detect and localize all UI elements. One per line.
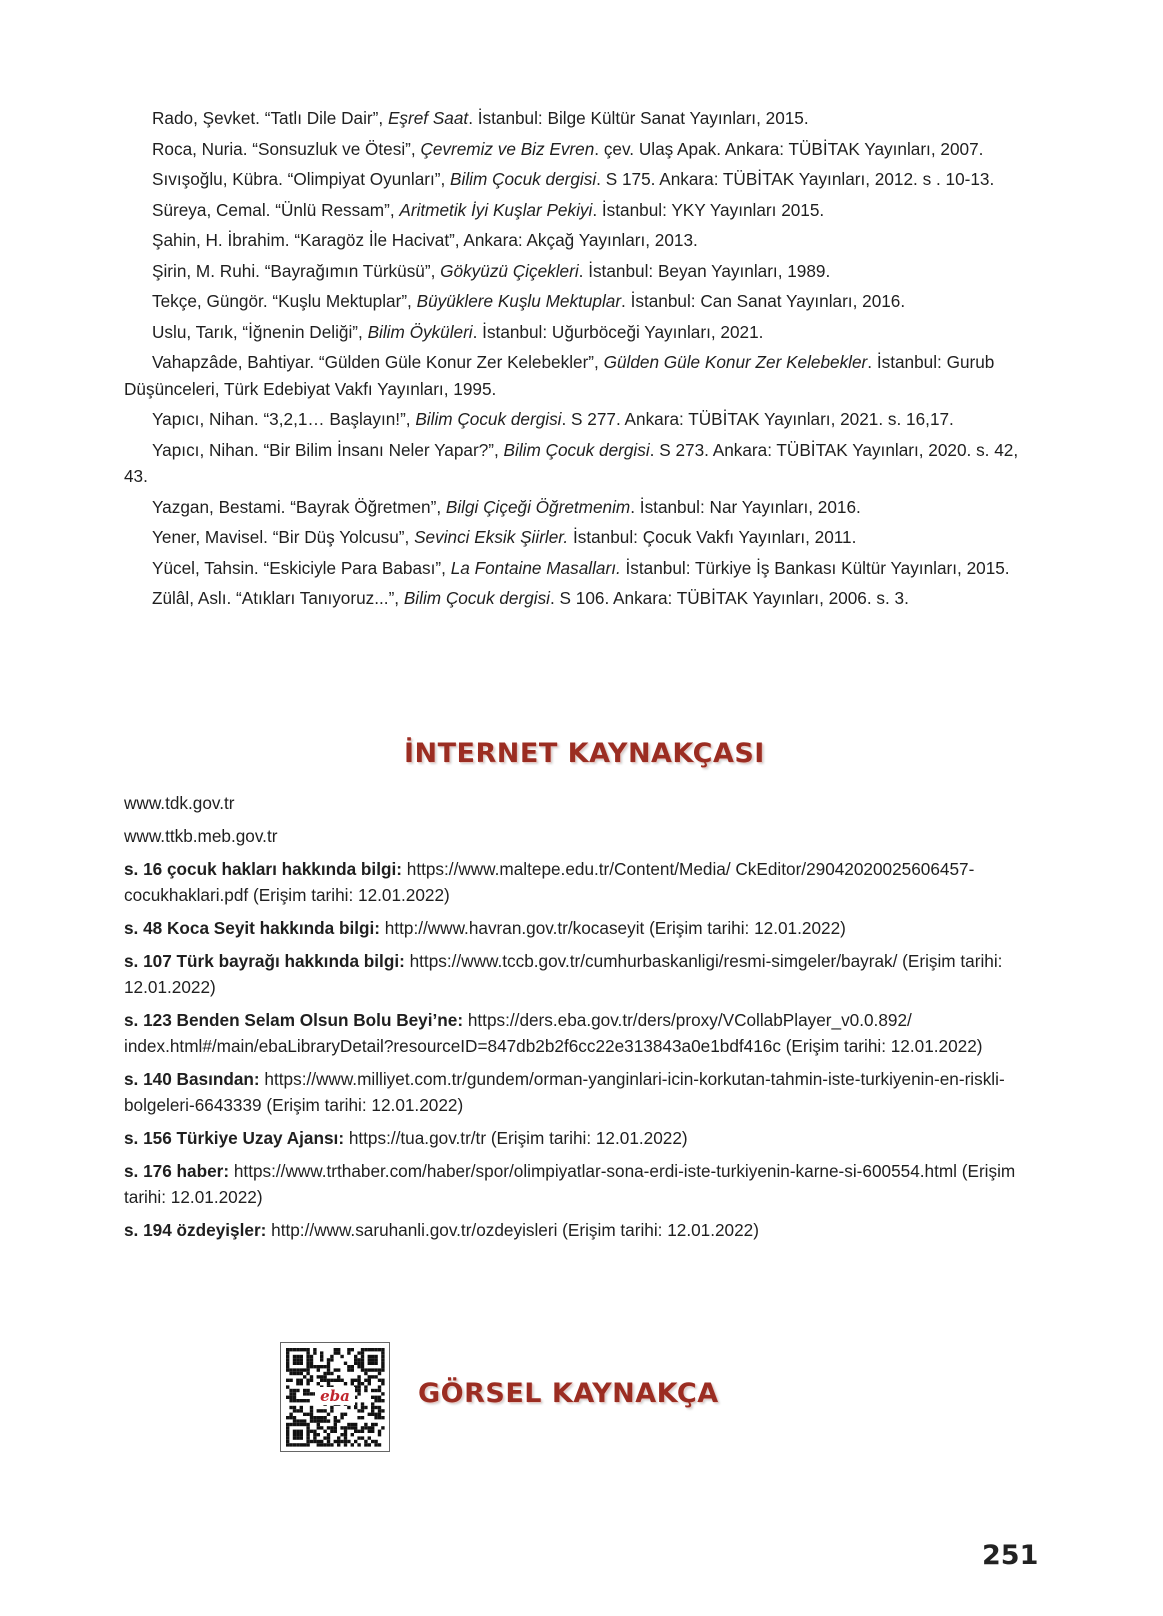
web-source-item: s. 176 haber: https://www.trthaber.com/haber/spor/olimpiyatlar-sona-erdi-iste-turkiyenin-karne-si-600554.html (Erişim tarihi: 12.01.2022) <box>124 1161 1016 1207</box>
eba-logo-text: eba <box>320 1387 350 1405</box>
web-source-item: s. 107 Türk bayrağı hakkında bilgi: https://www.tccb.gov.tr/cumhurbaskanligi/resmi-simgeler/bayrak/ (Erişim tarihi: 12.01.2022) <box>124 951 1003 997</box>
web-source-item: s. 48 Koca Seyit hakkında bilgi: http://www.havran.gov.tr/kocaseyit (Erişim tarihi: 12.01.2022) <box>124 918 846 938</box>
web-source-item: s. 140 Basından: https://www.milliyet.com.tr/gundem/orman-yanginlari-icin-korkutan-tahmin-iste-turkiyenin-en-riskli-bolgeleri-6643339 (Erişim tarihi: 12.01.2022) <box>124 1069 1005 1115</box>
web-source-link[interactable]: https://www.tccb.gov.tr/cumhurbaskanligi/resmi-simgeler/bayrak/ (Erişim tarihi: 12.01.2022) <box>124 951 1003 997</box>
visual-sources-heading: GÖRSEL KAYNAKÇA <box>418 1378 719 1409</box>
web-source-link[interactable]: https://www.trthaber.com/haber/spor/olimpiyatlar-sona-erdi-iste-turkiyenin-karne-si-600554.html (Erişim tarihi: 12.01.2022) <box>124 1161 1016 1207</box>
web-source-link[interactable]: http://www.havran.gov.tr/kocaseyit (Erişim tarihi: 12.01.2022) <box>380 918 846 938</box>
web-source-item: s. 156 Türkiye Uzay Ajansı: https://tua.gov.tr/tr (Erişim tarihi: 12.01.2022) <box>124 1128 688 1148</box>
web-source-item: s. 123 Benden Selam Olsun Bolu Beyi’ne: https://ders.eba.gov.tr/ders/proxy/VCollabPlayer_v0.0.892/ index.html#/main/ebaLibraryDetail?resourceID=847db2b2f6cc22e313843a0e1bdf416c (Erişim tarihi: 12.01.2022) <box>124 1010 983 1056</box>
reference-item: Vahapzâde, Bahtiyar. “Gülden Güle Konur Zer Kelebekler”, Gülden Güle Konur Zer Kelebekler. İstanbul: Gurub Düşünceleri, Türk Edebiyat Vakfı Yayınları, 1995. <box>124 352 995 399</box>
reference-item: Tekçe, Güngör. “Kuşlu Mektuplar”, Büyüklere Kuşlu Mektuplar. İstanbul: Can Sanat Yayınları, 2016. <box>152 291 906 311</box>
reference-item: Rado, Şevket. “Tatlı Dile Dair”, Eşref Saat. İstanbul: Bilge Kültür Sanat Yayınları, 2015. <box>152 108 809 128</box>
web-source-link[interactable]: http://www.saruhanli.gov.tr/ozdeyisleri (Erişim tarihi: 12.01.2022) <box>266 1220 759 1240</box>
qr-code-image <box>281 1343 389 1451</box>
web-source-item <box>124 823 1024 849</box>
web-source-link[interactable]: www.tdk.gov.tr <box>124 793 235 813</box>
reference-item: Yapıcı, Nihan. “3,2,1… Başlayın!”, Bilim Çocuk dergisi. S 277. Ankara: TÜBİTAK Yayınları, 2021. s. 16,17. <box>152 409 954 429</box>
reference-item: Sıvışoğlu, Kübra. “Olimpiyat Oyunları”, Bilim Çocuk dergisi. S 175. Ankara: TÜBİTAK Yayınları, 2012. s . 10-13. <box>152 169 995 189</box>
web-source-link[interactable]: www.ttkb.meb.gov.tr <box>124 826 278 846</box>
reference-item: Zülâl, Aslı. “Atıkları Tanıyoruz...”, Bilim Çocuk dergisi. S 106. Ankara: TÜBİTAK Yayınları, 2006. s. 3. <box>152 588 909 608</box>
reference-item: Uslu, Tarık, “İğnenin Deliği”, Bilim Öyküleri. İstanbul: Uğurböceği Yayınları, 2021. <box>152 321 764 342</box>
reference-item: Yücel, Tahsin. “Eskiciyle Para Babası”, La Fontaine Masalları. İstanbul: Türkiye İş Bankası Kültür Yayınları, 2015. <box>152 557 1010 578</box>
web-source-item <box>124 790 1024 816</box>
reference-item: Şirin, M. Ruhi. “Bayrağımın Türküsü”, Gökyüzü Çiçekleri. İstanbul: Beyan Yayınları, 1989. <box>152 260 831 281</box>
reference-item: Roca, Nuria. “Sonsuzluk ve Ötesi”, Çevremiz ve Biz Evren. çev. Ulaş Apak. Ankara: TÜBİTAK Yayınları, 2007. <box>152 138 984 159</box>
web-source-item: s. 16 çocuk hakları hakkında bilgi: https://www.maltepe.edu.tr/Content/Media/ CkEditor/29042020025606457-cocukhaklari.pdf (Erişim tarihi: 12.01.2022) <box>124 859 975 905</box>
web-source-link[interactable]: https://www.maltepe.edu.tr/Content/Media/ CkEditor/29042020025606457-cocukhaklari.pdf (Erişim tarihi: 12.01.2022) <box>124 859 975 905</box>
web-source-link[interactable]: https://ders.eba.gov.tr/ders/proxy/VCollabPlayer_v0.0.892/ index.html#/main/ebaLibraryDetail?resourceID=847db2b2f6cc22e313843a0e1bdf416c (Erişim tarihi: 12.01.2022) <box>124 1010 983 1056</box>
reference-item: Yapıcı, Nihan. “Bir Bilim İnsanı Neler Yapar?”, Bilim Çocuk dergisi. S 273. Ankara: TÜBİTAK Yayınları, 2020. s. 42, 43. <box>124 439 1019 486</box>
reference-item: Şahin, H. İbrahim. “Karagöz İle Hacivat”, Ankara: Akçağ Yayınları, 2013. <box>152 230 698 250</box>
reference-list <box>124 105 1024 616</box>
web-source-link[interactable]: https://www.milliyet.com.tr/gundem/orman-yanginlari-icin-korkutan-tahmin-iste-turkiyenin-en-riskli-bolgeleri-6643339 (Erişim tarihi: 12.01.2022) <box>124 1069 1005 1115</box>
web-source-item: s. 194 özdeyişler: http://www.saruhanli.gov.tr/ozdeyisleri (Erişim tarihi: 12.01.2022) <box>124 1220 759 1240</box>
reference-item: Yener, Mavisel. “Bir Düş Yolcusu”, Sevinci Eksik Şiirler. İstanbul: Çocuk Vakfı Yayınları, 2011. <box>152 527 857 547</box>
reference-item: Süreya, Cemal. “Ünlü Ressam”, Aritmetik İyi Kuşlar Pekiyi. İstanbul: YKY Yayınları 2015. <box>152 199 825 220</box>
internet-source-list <box>124 790 1024 1250</box>
page-number: 251 <box>982 1540 1039 1571</box>
web-source-link[interactable]: https://tua.gov.tr/tr (Erişim tarihi: 12.01.2022) <box>344 1128 688 1148</box>
reference-item: Yazgan, Bestami. “Bayrak Öğretmen”, Bilgi Çiçeği Öğretmenim. İstanbul: Nar Yayınları, 2016. <box>152 496 861 517</box>
qr-code[interactable] <box>280 1342 390 1452</box>
internet-sources-heading: İNTERNET KAYNAKÇASI <box>404 738 765 769</box>
